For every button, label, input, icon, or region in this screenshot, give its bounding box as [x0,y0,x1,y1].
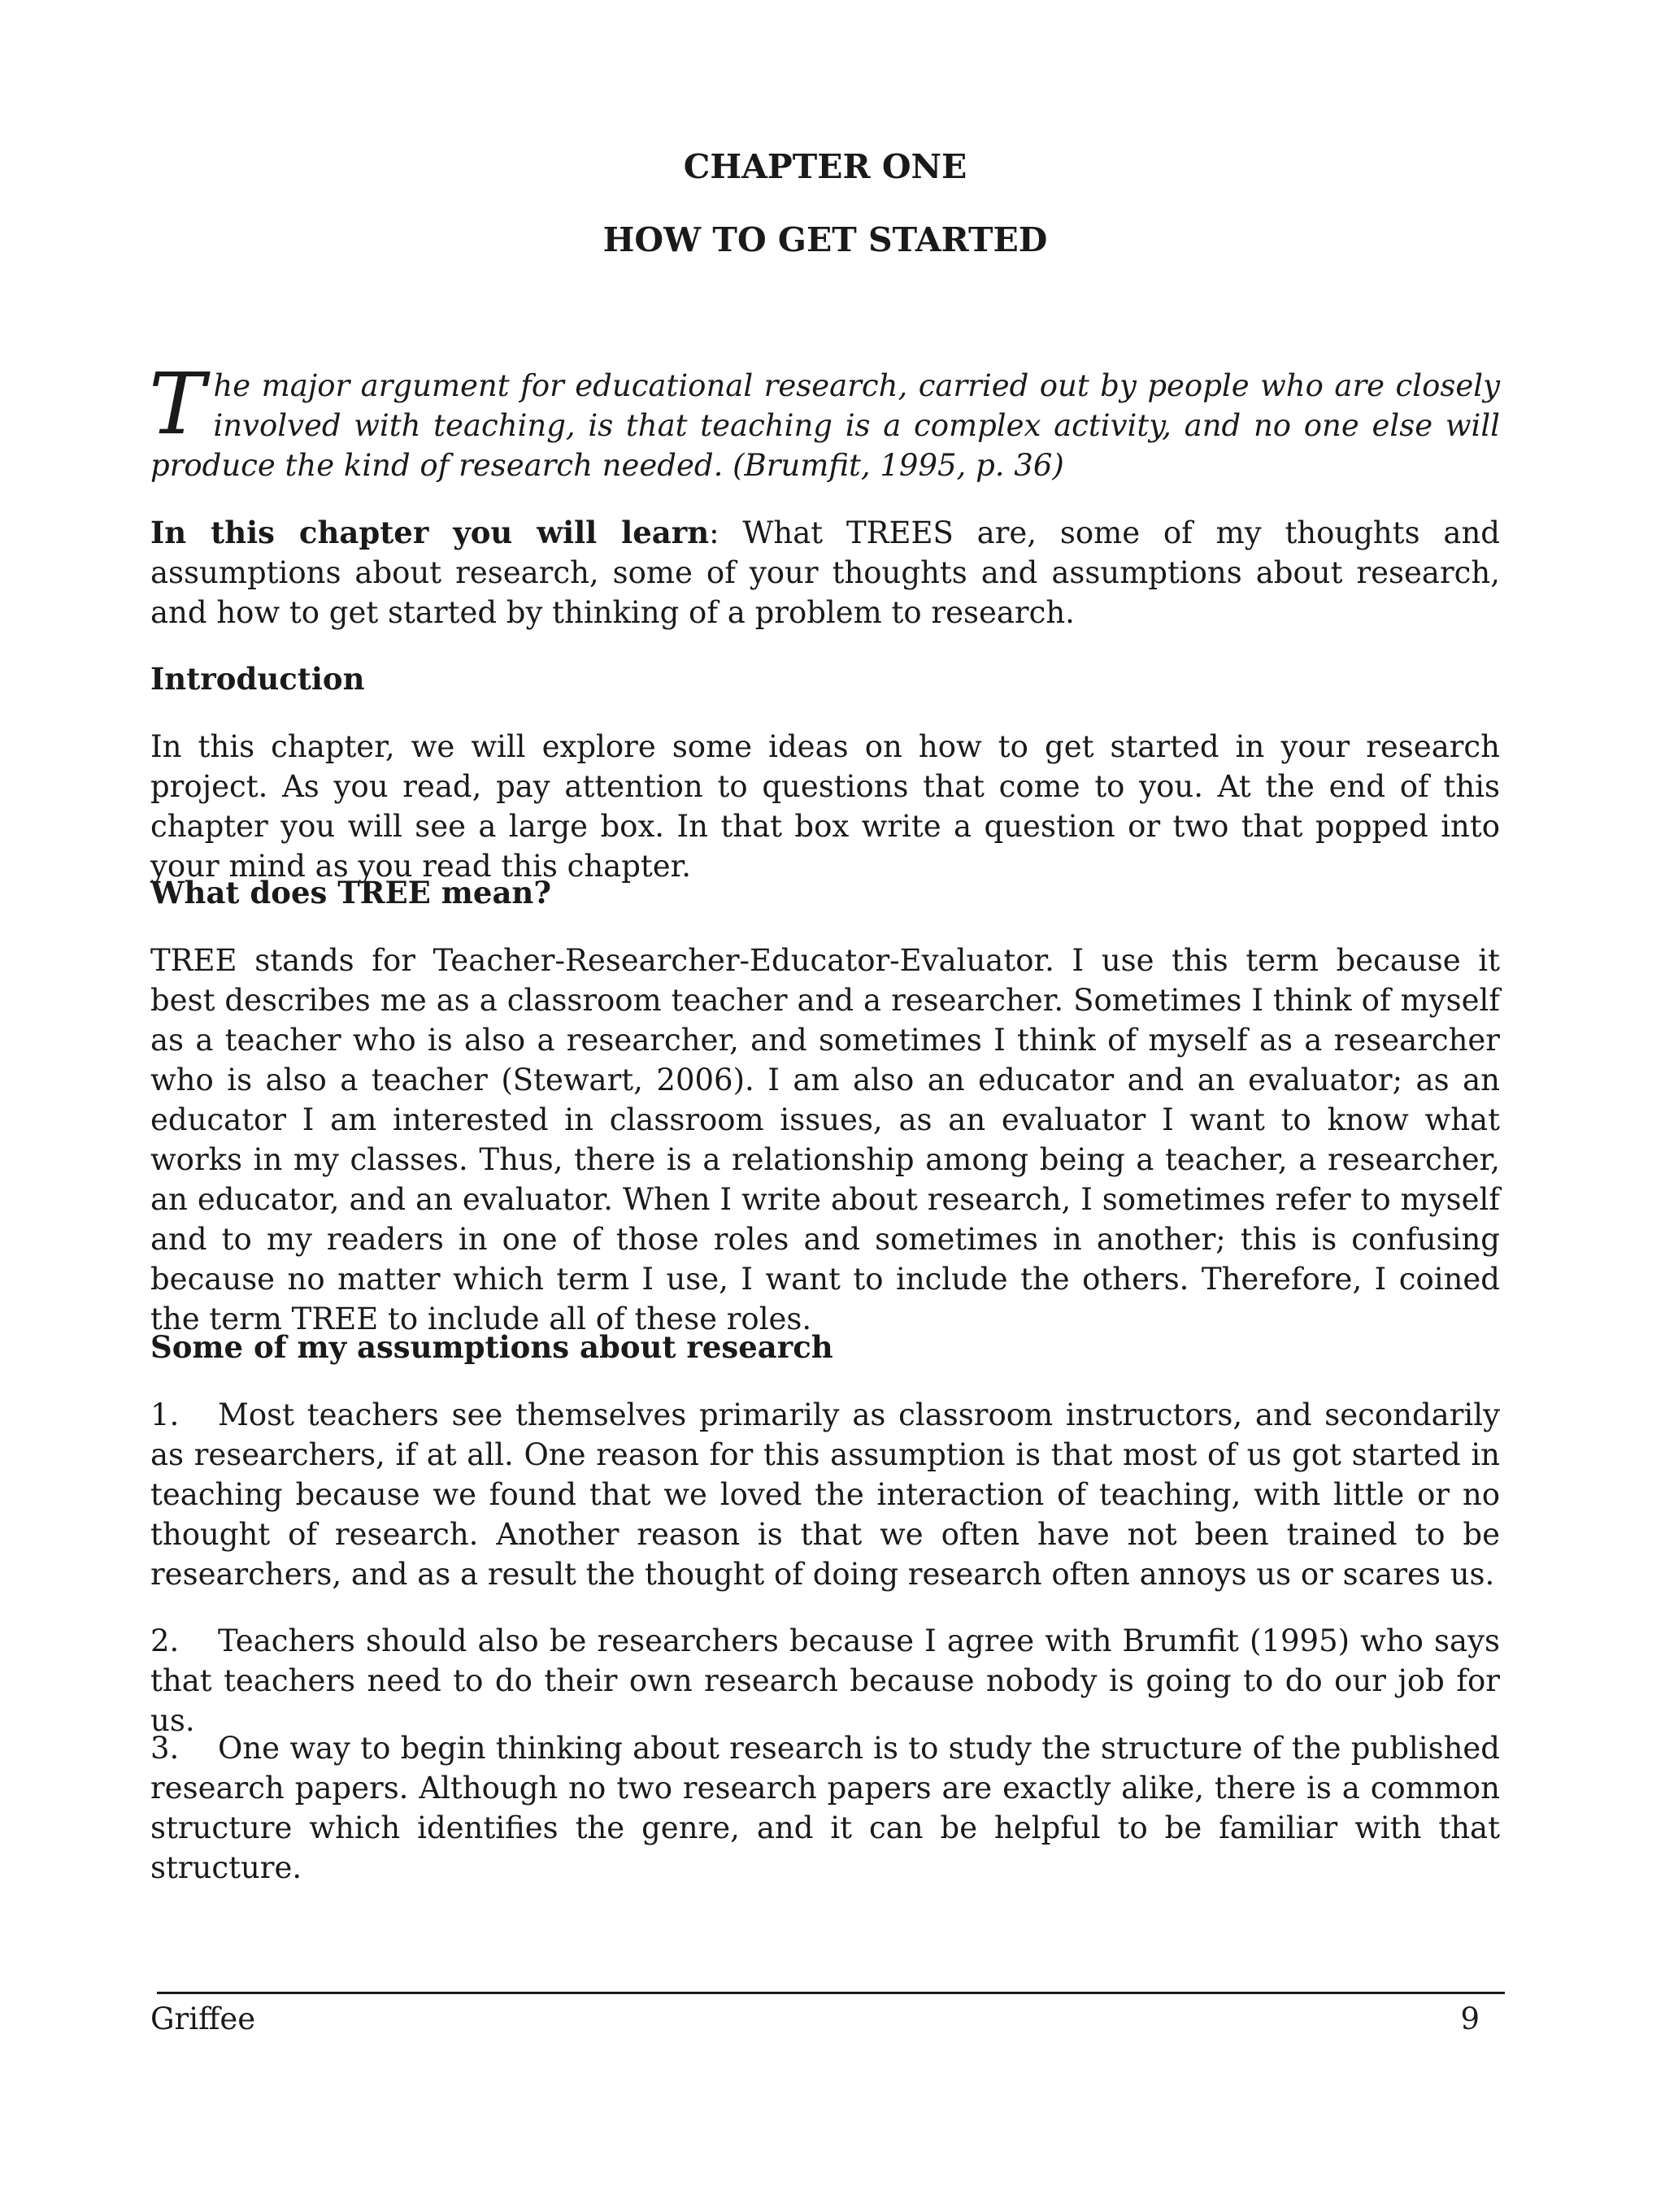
drop-cap: T [149,354,206,454]
assumption-item [150,1621,1500,1740]
chapter-number: CHAPTER ONE [683,147,967,186]
footer-divider [157,1992,1505,1994]
learning-objectives [150,513,1500,632]
footer-author: Griffee [150,2001,256,2036]
epigraph-text: he major argument for educational research, carried out by people who are closely involved with teaching, is that teaching is a complex activity, and no one else will produce the kind of research needed. (Brumfit, 1995, p. 36) [150,368,1500,483]
footer-page-number: 9 [1460,2001,1480,2036]
epigraph-quote [149,354,1500,485]
section-heading-tree: What does TREE mean? [150,875,552,910]
chapter-title: HOW TO GET STARTED [602,220,1048,259]
assumption-text: Most teachers see themselves primarily as classroom instructors, and secondarily as researchers, if at all. One reason for this assumption is that most of us got started in teaching because we found that we loved the interaction of teaching, with little or no thought of research. Another reason is that we often have not been trained to be researchers, and as a result the thought of doing research often annoys us or scares us. [150,1397,1500,1592]
assumption-number: 3. [150,1731,180,1766]
tree-paragraph: TREE stands for Teacher-Researcher-Educator-Evaluator. I use this term because it best describes me as a classroom teacher and a researcher. Sometimes I think of myself as a teacher who is also a researcher, and sometimes I think of myself as a researcher who is also a teacher (Stewart, 2006). I am also an educator and an evaluator; as an educator I am interested in classroom issues, as an evaluator I want to know what works in my classes. Thus, there is a relationship among being a teacher, a researcher, an educator, and an evaluator. When I write about research, I sometimes refer to myself and to my readers in one of those roles and sometimes in another; this is confusing because no matter which term I use, I want to include the others. Therefore, I coined the term TREE to include all of these roles. [150,943,1500,1336]
introduction-paragraph: In this chapter, we will explore some ideas on how to get started in your research project. As you read, pay attention to questions that come to you. At the end of this chapter you will see a large box. In that box write a question or two that popped into your mind as you read this chapter. [150,729,1500,884]
learning-objectives-text: : What TREES are, some of my thoughts and assumptions about research, some of your thoughts and assumptions about research, and how to get started by thinking of a problem to research. [150,515,1500,630]
assumption-text: One way to begin thinking about research is to study the structure of the published research papers. Although no two research papers are exactly alike, there is a common structure which identifies the genre, and it can be helpful to be familiar with that structure. [150,1731,1500,1885]
assumption-number: 1. [150,1397,180,1432]
section-heading-assumptions: Some of my assumptions about research [150,1329,833,1365]
learning-objectives-lead: In this chapter you will learn [150,515,710,550]
assumption-item [150,1728,1500,1888]
assumption-item [150,1395,1500,1594]
section-heading-introduction: Introduction [150,661,365,697]
assumption-text: Teachers should also be researchers because I agree with Brumfit (1995) who says that teachers need to do their own research because nobody is going to do our job for us. [150,1623,1500,1738]
assumption-number: 2. [150,1623,180,1658]
